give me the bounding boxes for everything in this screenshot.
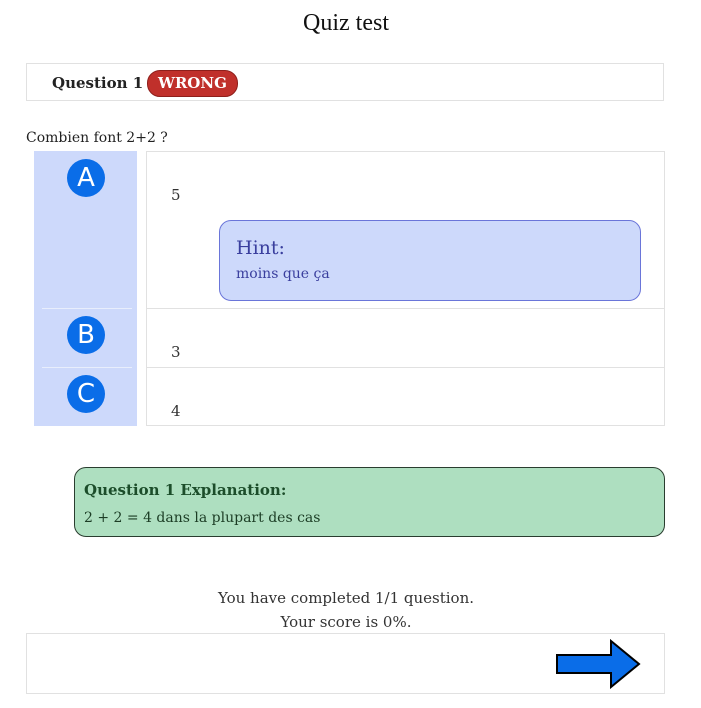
answer-text-a: 5 <box>171 186 181 204</box>
answer-list <box>34 151 665 426</box>
hint-body: moins que ça <box>236 266 330 282</box>
answer-letter-cell-a[interactable] <box>34 151 137 308</box>
answer-option-a[interactable] <box>146 151 665 309</box>
explanation-body: 2 + 2 = 4 dans la plupart des cas <box>84 510 321 526</box>
question-header <box>26 63 664 101</box>
explanation-box <box>74 467 665 537</box>
question-label: Question 1 <box>52 74 144 92</box>
answer-letter-cell-b[interactable] <box>34 309 137 367</box>
score-text: Your score is 0%. <box>280 613 412 631</box>
status-badge: WRONG <box>147 70 238 97</box>
answer-letter-c[interactable]: C <box>67 375 105 413</box>
completion-text: You have completed 1/1 question. <box>217 589 475 607</box>
page-title: Quiz test <box>303 10 389 36</box>
answer-text-c: 4 <box>171 402 181 420</box>
hint-box <box>219 220 641 301</box>
explanation-title: Question 1 Explanation: <box>84 481 287 499</box>
hint-title: Hint: <box>236 237 285 259</box>
question-text: Combien font 2+2 ? <box>26 130 168 146</box>
answer-option-b[interactable] <box>146 308 665 368</box>
answer-letter-a[interactable]: A <box>67 159 105 197</box>
answer-text-b: 3 <box>171 343 181 361</box>
answer-option-c[interactable] <box>146 367 665 426</box>
answer-letter-cell-c[interactable] <box>34 368 137 426</box>
answer-letter-b[interactable]: B <box>67 316 105 354</box>
right-arrow-icon[interactable] <box>555 639 643 689</box>
answer-letter-column <box>34 151 137 426</box>
footer-bar <box>26 633 665 694</box>
